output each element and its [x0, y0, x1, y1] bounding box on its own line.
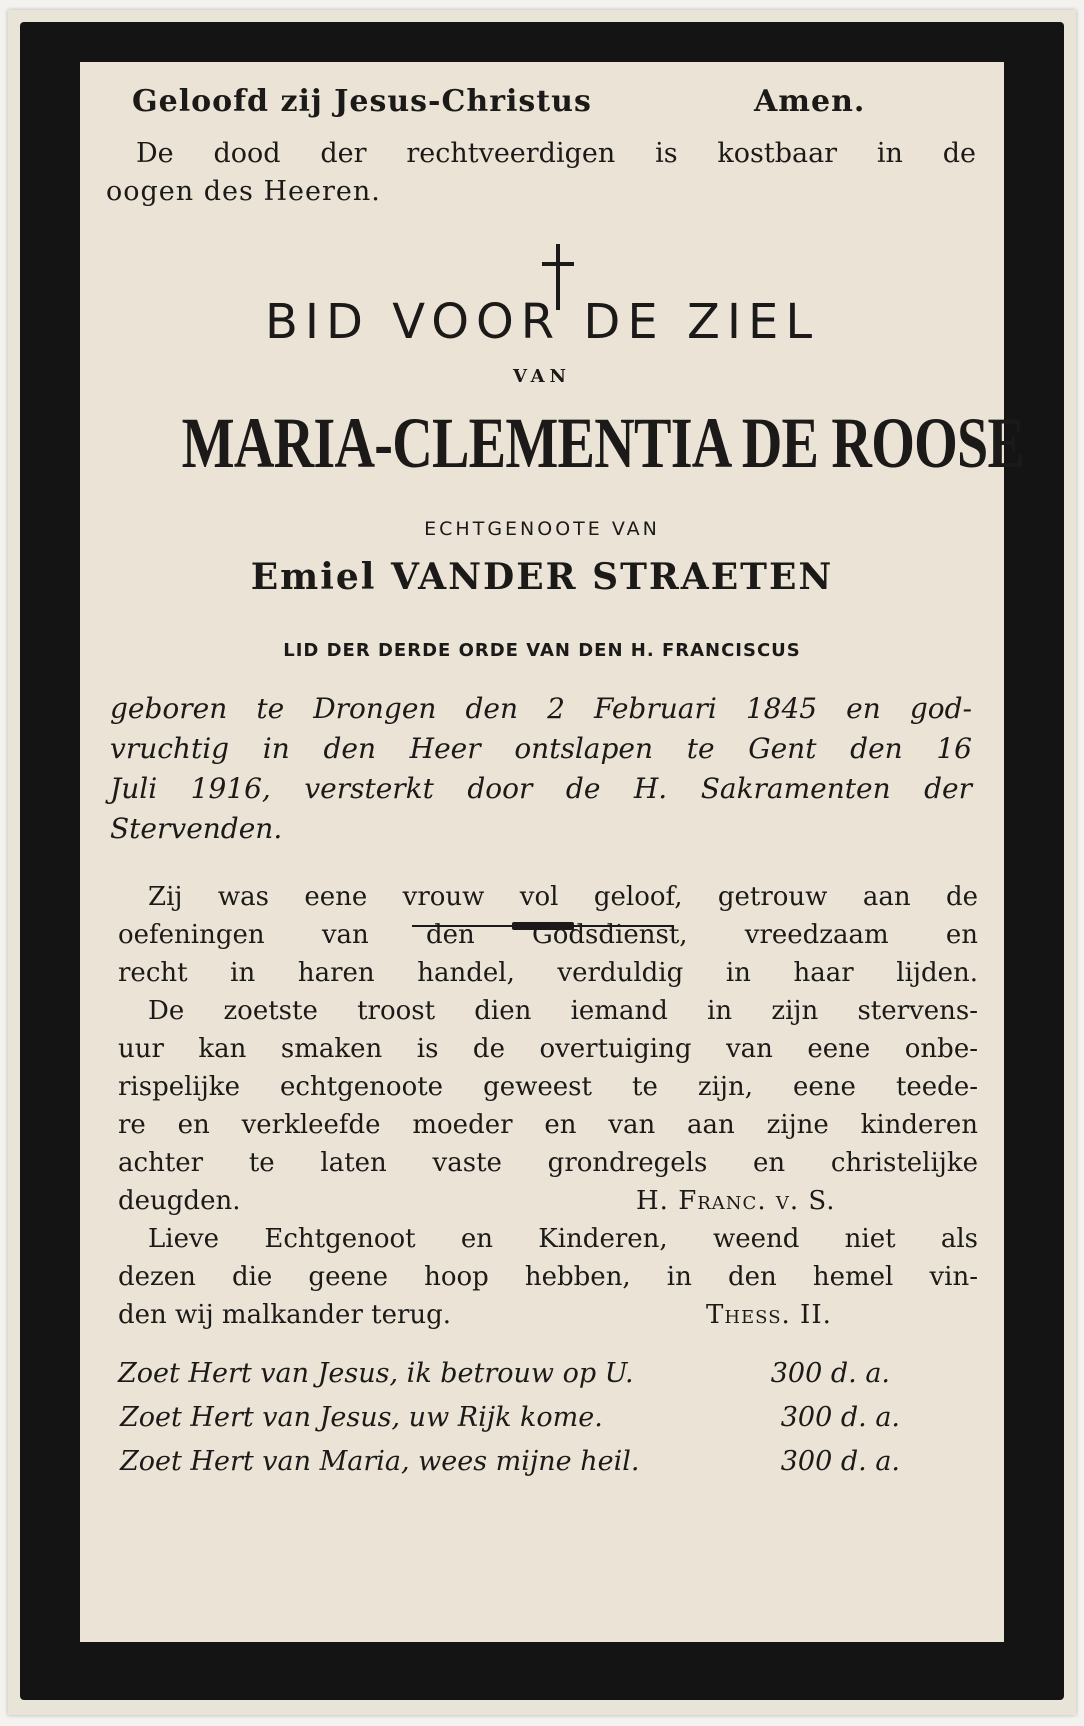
paragraph2-line-1: De zoetste troost dien iemand in zijn stervens- — [148, 996, 978, 1026]
van-label: VAN — [513, 366, 571, 387]
biography-line-4: Stervenden. — [110, 812, 283, 845]
biography-line-2: vruchtig in den Heer ontslapen te Gent den 16 — [110, 732, 972, 765]
verse-line-1: De dood der rechtveerdigen is kostbaar in de — [136, 138, 976, 169]
prayer-3-indulgence: 300 d. a. — [780, 1446, 900, 1477]
spouse-intro: ECHTGENOOTE VAN — [424, 518, 660, 540]
paragraph3-last-line: den wij malkander terug. — [118, 1300, 452, 1330]
paragraph2-line-5: achter te laten vaste grondregels en christelijke — [118, 1148, 978, 1178]
paragraph3-line-1: Lieve Echtgenoot en Kinderen, weend niet als — [148, 1224, 978, 1254]
paragraph3-line-2: dezen die geene hoop hebben, in den hemel vin- — [118, 1262, 978, 1292]
paragraph2-last-line: deugden. — [118, 1186, 241, 1216]
amen-text: Amen. — [754, 84, 866, 119]
verse-line-2: oogen des Heeren. — [106, 176, 381, 207]
praise-text: Geloofd zij Jesus-Christus — [132, 84, 592, 119]
biography-line-3: Juli 1916, versterkt door de H. Sakramenten der — [110, 772, 972, 805]
prayer-3-text: Zoet Hert van Maria, wees mijne heil. — [120, 1446, 640, 1477]
paragraph3-citation: Thess. II. — [706, 1300, 832, 1330]
prayer-1-indulgence: 300 d. a. — [770, 1358, 890, 1389]
prayer-1-text: Zoet Hert van Jesus, ik betrouw op U. — [118, 1358, 634, 1389]
biography-line-1: geboren te Drongen den 2 Februari 1845 en god- — [110, 692, 972, 725]
paragraph2-line-2: uur kan smaken is de overtuiging van eene onbe- — [118, 1034, 978, 1064]
prayer-2-indulgence: 300 d. a. — [780, 1402, 900, 1433]
order-membership: LID DER DERDE ORDE VAN DEN H. FRANCISCUS — [283, 640, 801, 661]
paragraph1-line-2: oefeningen van den Godsdienst, vreedzaam en — [118, 920, 978, 950]
spouse-name: Emiel VANDER STRAETEN — [250, 556, 834, 598]
memorial-card — [80, 62, 1025, 1642]
paragraph1-line-1: Zij was eene vrouw vol geloof, getrouw aan de — [148, 882, 978, 912]
paragraph2-line-4: re en verkleefde moeder en van aan zijne kinderen — [118, 1110, 978, 1140]
prayer-2-text: Zoet Hert van Jesus, uw Rijk kome. — [120, 1402, 603, 1433]
paragraph2-citation: H. Franc. v. S. — [636, 1186, 836, 1216]
paragraph1-line-3: recht in haren handel, verduldig in haar lijden. — [118, 958, 978, 988]
pray-heading: BID VOOR DE ZIEL — [264, 294, 820, 350]
deceased-name: MARIA-CLEMENTIA DE ROOSE — [181, 403, 1025, 483]
paragraph2-line-3: rispelijke echtgenoote geweest te zijn, eene teede- — [118, 1072, 978, 1102]
